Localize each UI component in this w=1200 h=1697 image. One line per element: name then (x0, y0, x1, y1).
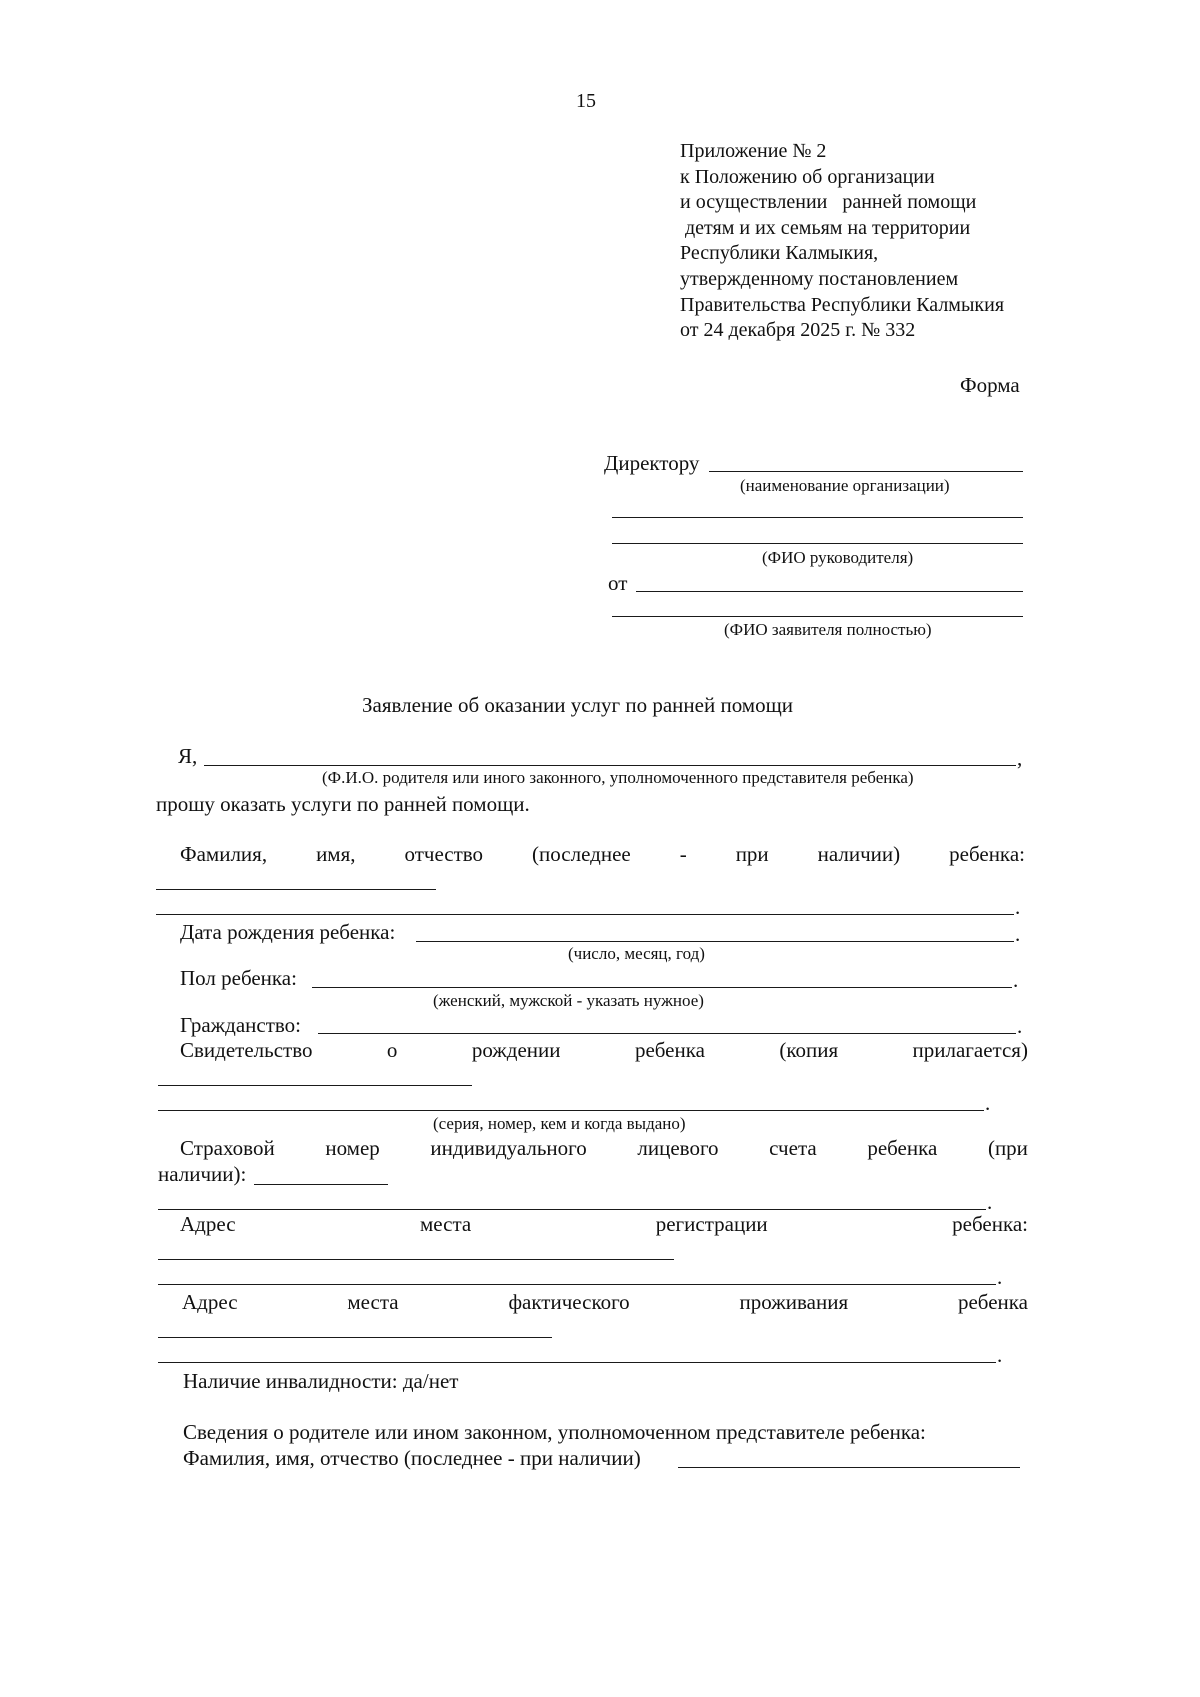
appendix-line: утвержденному постановлением (680, 267, 959, 290)
certificate-field[interactable] (158, 1085, 472, 1086)
org-name-caption: (наименование организации) (740, 476, 950, 495)
representative-name-label: Фамилия, имя, отчество (последнее - при наличии) (183, 1446, 641, 1470)
certificate-field-line2[interactable] (158, 1110, 984, 1111)
i-label: Я, (178, 744, 198, 768)
head-name-caption: (ФИО руководителя) (762, 548, 914, 567)
intro-comma: , (1017, 746, 1023, 770)
sex-label: Пол ребенка: (180, 966, 297, 990)
actual-address-field-line2[interactable] (158, 1362, 996, 1363)
sex-field[interactable] (312, 987, 1012, 988)
citizenship-label: Гражданство: (180, 1013, 301, 1037)
child-name-field[interactable] (156, 889, 436, 890)
birth-date-period: . (1015, 922, 1021, 946)
certificate-caption: (серия, номер, кем и когда выдано) (433, 1114, 686, 1133)
applicant-name-field-line2[interactable] (612, 616, 1023, 617)
birth-date-field[interactable] (416, 941, 1014, 942)
child-name-label: Фамилия, имя, отчество (последнее - при наличии) ребенка: (180, 842, 1025, 866)
representative-name-field[interactable] (678, 1467, 1020, 1468)
representative-heading: Сведения о родителе или ином законном, уполномоченном представителе ребенка: (183, 1420, 926, 1444)
birth-date-caption: (число, месяц, год) (568, 944, 705, 963)
birth-date-label: Дата рождения ребенка: (180, 920, 396, 944)
actual-address-label: Адрес места фактического проживания ребенка (182, 1290, 1028, 1314)
citizenship-field[interactable] (318, 1033, 1016, 1034)
head-name-field[interactable] (612, 543, 1023, 544)
sex-period: . (1013, 968, 1019, 992)
appendix-block (680, 139, 1004, 344)
certificate-period: . (985, 1091, 991, 1115)
document-title: Заявление об оказании услуг по ранней помощи (362, 693, 794, 717)
parent-name-field[interactable] (204, 765, 1016, 766)
applicant-name-field[interactable] (636, 591, 1023, 592)
appendix-line: Республики Калмыкия, (680, 242, 879, 265)
appendix-line: Правительства Республики Калмыкия (680, 293, 1005, 316)
appendix-line: к Положению об организации (680, 165, 935, 188)
disability-label: Наличие инвалидности: да/нет (183, 1369, 459, 1393)
appendix-line: детям и их семьям на территории (680, 216, 971, 239)
certificate-label: Свидетельство о рождении ребенка (копия прилагается) (180, 1038, 1028, 1062)
form-label: Форма (960, 373, 1020, 397)
child-name-field-line2[interactable] (156, 914, 1014, 915)
applicant-name-caption: (ФИО заявителя полностью) (724, 620, 932, 639)
reg-address-label: Адрес места регистрации ребенка: (180, 1212, 1028, 1236)
snils-period: . (987, 1190, 993, 1214)
appendix-line: Приложение № 2 (680, 140, 827, 162)
request-text: прошу оказать услуги по ранней помощи. (156, 792, 530, 816)
from-label: от (608, 571, 628, 595)
snils-label: Страховой номер индивидуального лицевого счета ребенка (при (180, 1136, 1028, 1160)
actual-address-period: . (997, 1343, 1003, 1367)
org-name-field[interactable] (709, 471, 1023, 472)
appendix-line: от 24 декабря 2025 г. № 332 (680, 319, 916, 342)
parent-name-caption: (Ф.И.О. родителя или иного законного, уполномоченного представителя ребенка) (322, 768, 914, 787)
citizenship-period: . (1017, 1014, 1023, 1038)
page-number: 15 (576, 90, 596, 112)
reg-address-period: . (997, 1265, 1003, 1289)
snils-field-line2[interactable] (158, 1209, 986, 1210)
snils-label-line2: наличии): (158, 1162, 247, 1186)
actual-address-field[interactable] (158, 1337, 552, 1338)
director-label: Директору (604, 451, 700, 475)
child-name-period: . (1015, 895, 1021, 919)
org-name-field-line2[interactable] (612, 517, 1023, 518)
reg-address-field-line2[interactable] (158, 1284, 996, 1285)
snils-field[interactable] (254, 1184, 388, 1185)
reg-address-field[interactable] (158, 1259, 674, 1260)
sex-caption: (женский, мужской - указать нужное) (433, 991, 704, 1010)
appendix-line: и осуществлении ранней помощи (680, 191, 977, 214)
